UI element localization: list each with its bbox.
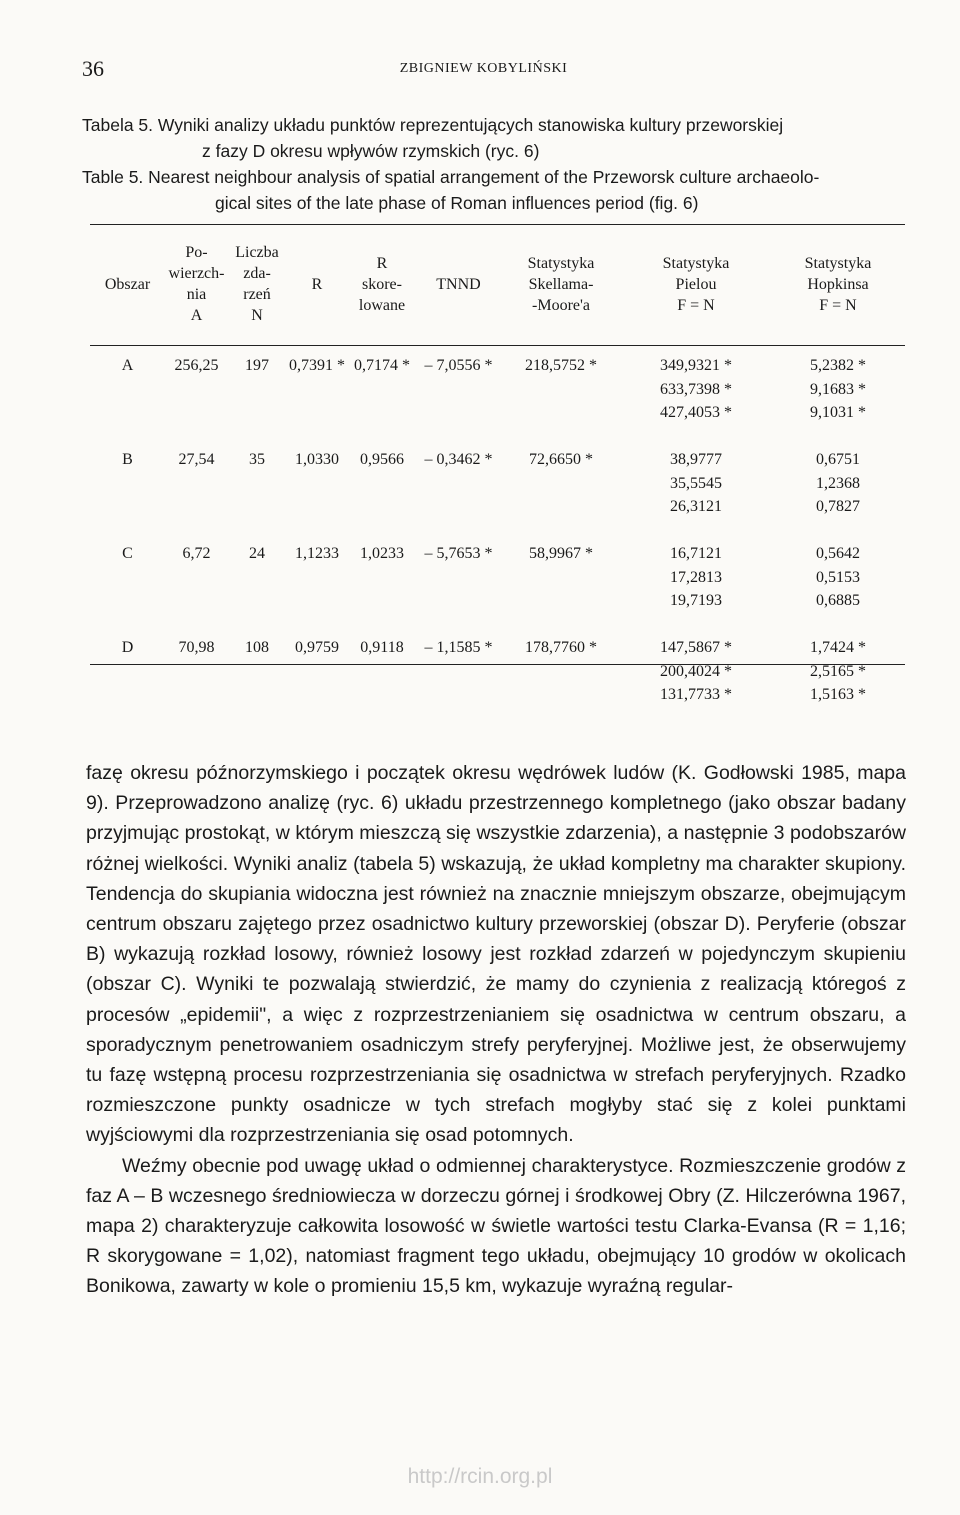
cell-pielou (621, 626, 771, 715)
cell-value: 0,7827 (816, 498, 860, 515)
caption-en-line-2: gical sites of the late phase of Roman influences period (fig. 6) (215, 193, 699, 213)
cell-area: 27,54 (178, 451, 215, 468)
cell-value: 0,6885 (816, 592, 860, 609)
header-line: zda- (243, 265, 271, 282)
cell-value: 16,7121 (670, 545, 722, 562)
cell-r: 1,0330 (295, 451, 339, 468)
table-header-rule (90, 345, 905, 346)
cell-value: 26,3121 (670, 498, 722, 515)
cell-value: 9,1031 * (810, 404, 866, 421)
table-bottom-rule (90, 664, 905, 665)
header-line: -Moore'a (532, 296, 590, 314)
footer-watermark-url: http://rcin.org.pl (407, 1465, 553, 1488)
cell-value: 0,5642 (816, 545, 860, 562)
cell-tnnd: – 0,3462 * (424, 451, 493, 468)
table-row (90, 532, 905, 626)
cell-r: 0,9759 (295, 639, 339, 656)
cell-pielou (621, 344, 771, 438)
col-header-area (165, 224, 228, 344)
col-header-obszar (90, 224, 165, 344)
cell-skellam: 58,9967 * (529, 545, 593, 562)
cell-value: 0,5153 (816, 568, 860, 586)
cell-tnnd: – 7,0556 * (424, 357, 493, 374)
cell-obszar: B (122, 451, 133, 468)
cell-tnnd: – 5,7653 * (424, 545, 493, 562)
running-head: ZBIGNIEW KOBYLIŃSKI (399, 61, 568, 76)
cell-area: 256,25 (174, 357, 219, 374)
header-line: lowane (358, 296, 406, 314)
cell-tnnd: – 1,1585 * (424, 639, 493, 656)
header-line: Po- (185, 244, 208, 261)
page-number: 36 (82, 56, 104, 81)
cell-value: 200,4024 * (660, 662, 732, 680)
cell-obszar: C (122, 545, 133, 562)
col-header-tnnd (416, 224, 501, 344)
col-header-r-corrected (348, 224, 416, 344)
cell-hopkins (771, 438, 905, 532)
cell-hopkins (771, 532, 905, 626)
cell-value: 9,1683 * (810, 380, 866, 398)
cell-pielou (621, 438, 771, 532)
cell-count: 108 (245, 639, 269, 656)
cell-count: 24 (249, 545, 265, 562)
header-line: R (376, 254, 388, 272)
cell-value: 131,7733 * (660, 686, 732, 703)
cell-value: 38,9777 (670, 451, 722, 468)
page-header (82, 56, 885, 86)
body-text (86, 758, 906, 1302)
cell-value: 19,7193 (670, 592, 722, 609)
cell-count: 197 (245, 357, 269, 374)
caption-en-line-1: Table 5. Nearest neighbour analysis of spatial arrangement of the Przeworsk culture archaeolo- (82, 167, 820, 187)
col-header-pielou (621, 224, 771, 344)
table-row (90, 344, 905, 438)
header-line: Obszar (104, 275, 151, 293)
cell-value: 427,4053 * (660, 404, 732, 421)
header-line: F = N (677, 296, 715, 314)
cell-value: 147,5867 * (660, 639, 732, 656)
header-line: rzeń (243, 286, 271, 303)
paragraph-1: fazę okresu późnorzymskiego i początek okresu wędrówek ludów (K. Godłowski 1985, mapa 9). Przeprowadzono analizę (ryc. 6) układu przestrzennego kompletnego (jako obszar badany przyjmując prostokąt, w którym mieszczą się wszystkie zdarzenia), a następnie 3 podobszarów różnej wielkości. Wyniki analiz (tabela 5) wskazują, że układ kompletny ma charakter skupiony. Tendencja do skupiania widoczna jest również na znacznie mniejszym obszarze, obejmującym centrum obszaru zajętego przez osadnictwo kultury przeworskiej (obszar D). Peryferie (obszar B) wykazują rozkład losowy, również losowy jest rozkład zdarzeń w pojedynczym skupieniu (obszar C). Wyniki te pozwalają stwierdzić, że mamy do czynienia z realizacją któregoś z procesów „epidemii", a więc z rozprzestrzenianiem się osadnictwa w centrum obszaru, a sporadycznym penetrowaniem osadniczym strefy peryferyjnej. Możliwe jest, że obserwujemy tu fazę wstępną procesu rozprzestrzeniania się osadnictwa w strefach peryferyjnych. Rzadko rozmieszczone punkty osadnicze w tych strefach mogłyby stać się z kolei punktami wyjściowymi dla rozprzestrzeniania się osad potomnych. (86, 762, 906, 1147)
cell-value: 17,2813 (670, 568, 722, 586)
header-line: Hopkinsa (807, 275, 869, 293)
col-header-hopkins (771, 224, 905, 344)
cell-value: 1,2368 (816, 474, 860, 492)
col-header-skellam (501, 224, 621, 344)
cell-r-corr: 0,9566 (360, 451, 404, 468)
cell-value: 0,6751 (816, 451, 860, 468)
cell-hopkins (771, 626, 905, 715)
cell-pielou (621, 532, 771, 626)
cell-skellam: 178,7760 * (525, 639, 597, 656)
table-top-rule (90, 224, 905, 225)
results-table (90, 224, 905, 715)
header-line: N (251, 307, 263, 324)
header-line: skore- (362, 275, 402, 293)
col-header-r (286, 224, 348, 344)
table-header-row (90, 224, 905, 344)
header-line: A (190, 307, 203, 324)
cell-r: 1,1233 (295, 545, 339, 562)
cell-value: 1,5163 * (810, 686, 866, 703)
header-line: Skellama- (528, 275, 594, 293)
cell-obszar: A (121, 357, 134, 374)
cell-hopkins (771, 344, 905, 438)
header-line: Pielou (675, 275, 717, 293)
cell-area: 70,98 (178, 639, 215, 656)
cell-value: 349,9321 * (660, 357, 732, 374)
table-row (90, 626, 905, 715)
paragraph-2: Weźmy obecnie pod uwagę układ o odmiennej charakterystyce. Rozmieszczenie grodów z faz A – B wczesnego średniowiecza w dorzeczu górnej i środkowej Obry (Z. Hilczerówna 1967, mapa 2) charakteryzuje całkowita losowość w świetle wartości testu Clarka-Evansa (R = 1,16; R skorygowane = 1,02), natomiast fragment tego układu, obejmujący 10 grodów w okolicach Bonikowa, zawarty w kole o promieniu 15,5 km, wykazuje wyraźną regular- (86, 1154, 906, 1298)
header-line: R (311, 275, 323, 293)
col-header-count (228, 224, 286, 344)
cell-r-corr: 1,0233 (360, 545, 404, 562)
header-line: nia (186, 286, 207, 303)
cell-obszar: D (121, 639, 134, 656)
header-line: Liczba (235, 244, 279, 261)
header-line: Statystyka (804, 254, 872, 272)
table-caption (82, 112, 905, 216)
cell-r-corr: 0,9118 (360, 639, 404, 656)
header-line: Statystyka (662, 254, 730, 272)
header-line: TNND (436, 275, 481, 293)
cell-skellam: 72,6650 * (529, 451, 593, 468)
cell-r-corr: 0,7174 * (354, 357, 410, 374)
header-line: Statystyka (527, 254, 595, 272)
cell-count: 35 (249, 451, 265, 468)
caption-pl-line-2: z fazy D okresu wpływów rzymskich (ryc. 6) (202, 141, 540, 161)
cell-value: 1,7424 * (810, 639, 866, 656)
cell-skellam: 218,5752 * (525, 357, 597, 374)
cell-value: 633,7398 * (660, 380, 732, 398)
cell-value: 5,2382 * (810, 357, 866, 374)
cell-r: 0,7391 * (289, 357, 345, 374)
header-line: wierzch- (168, 265, 225, 282)
cell-area: 6,72 (182, 545, 211, 562)
header-line: F = N (819, 296, 857, 314)
caption-pl-line-1: Tabela 5. Wyniki analizy układu punktów reprezentujących stanowiska kultury przeworskiej (82, 115, 784, 135)
table-row (90, 438, 905, 532)
cell-value: 35,5545 (670, 474, 722, 492)
cell-value: 2,5165 * (810, 662, 866, 680)
